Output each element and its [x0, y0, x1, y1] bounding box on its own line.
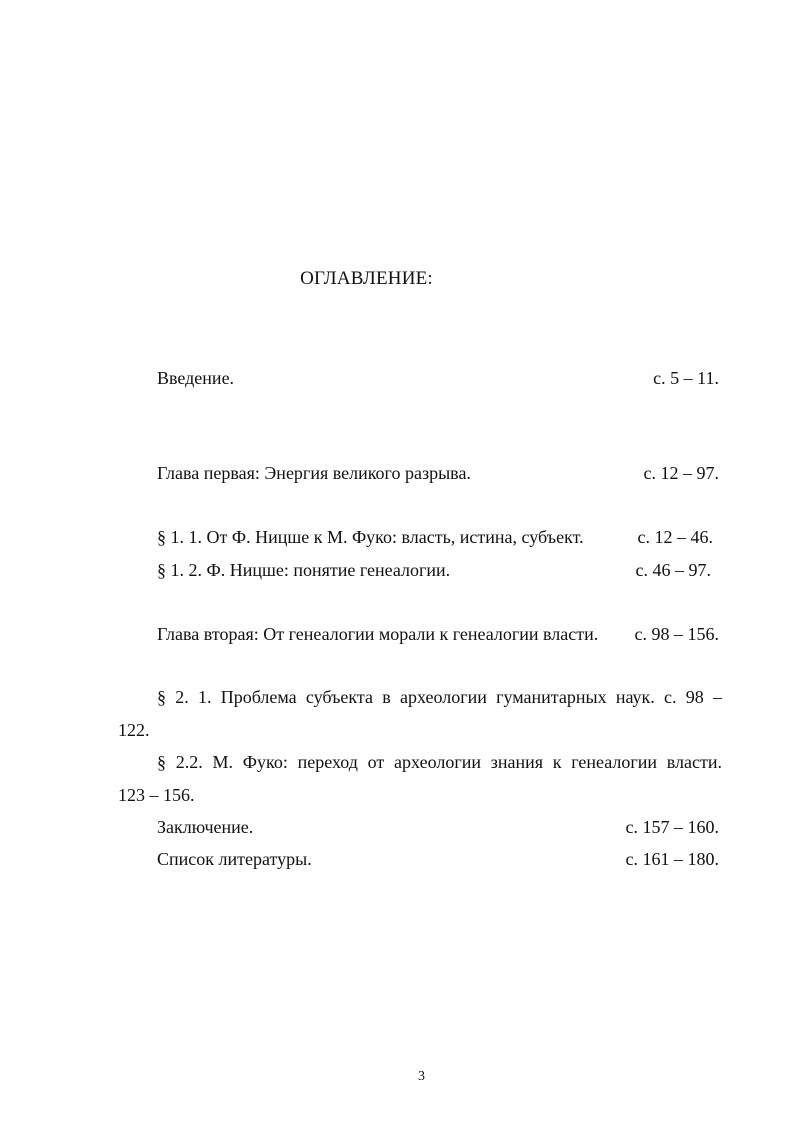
toc-entry-label: § 1. 1. От Ф. Ницше к М. Фуко: власть, истина, субъект. [157, 527, 584, 547]
toc-entry-section-1-2 [157, 558, 711, 582]
toc-entry-pages: с. 157 – 160. [625, 817, 719, 837]
toc-entry-pages: с. 5 – 11. [653, 368, 719, 388]
toc-entry-pages: с. 161 – 180. [625, 849, 719, 869]
toc-entry-pages: с. 46 – 97. [635, 560, 711, 580]
toc-title: ОГЛАВЛЕНИЕ: [300, 268, 433, 289]
toc-entry-label: Заключение. [157, 817, 254, 837]
toc-entry-section-2-1 [118, 681, 722, 747]
toc-entry-bibliography [157, 847, 719, 871]
toc-entry-line: § 2.2. М. Фуко: переход от археологии знания к генеалогии власти. [157, 752, 722, 772]
page-number: 3 [418, 1069, 425, 1084]
toc-entry-chapter-two [157, 622, 719, 646]
toc-entry-label: § 1. 2. Ф. Ницше: понятие генеалогии. [157, 560, 451, 580]
toc-entry-section-1-1 [157, 525, 713, 549]
toc-entry-pages: с. 12 – 46. [637, 527, 713, 547]
toc-entry-section-2-2 [118, 746, 722, 812]
toc-entry-introduction [157, 366, 719, 390]
toc-entry-pages: с. 12 – 97. [643, 463, 719, 483]
toc-entry-line: 123 – 156. [118, 785, 195, 805]
toc-entry-line: 122. [118, 720, 150, 740]
toc-entry-label: Список литературы. [157, 849, 312, 869]
toc-entry-label: Глава первая: Энергия великого разрыва. [157, 463, 471, 483]
toc-entry-label: Глава вторая: От генеалогии морали к генеалогии власти. [157, 624, 599, 644]
toc-entry-chapter-one [157, 461, 719, 485]
toc-entry-conclusion [157, 815, 719, 839]
toc-entry-line: § 2. 1. Проблема субъекта в археологии гуманитарных наук. с. 98 – [157, 687, 722, 707]
toc-entry-pages: с. 98 – 156. [634, 624, 719, 644]
toc-entry-label: Введение. [157, 368, 235, 388]
